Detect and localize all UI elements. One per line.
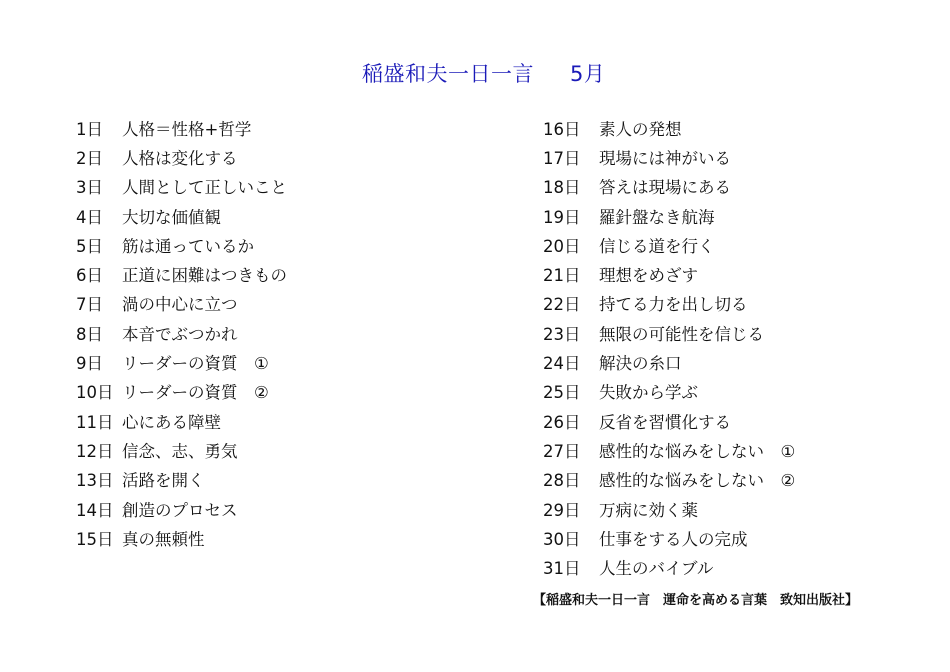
day-label: 6日: [76, 266, 103, 286]
day-label: 13日: [76, 471, 114, 491]
list-item: [76, 347, 287, 376]
page-title: [362, 58, 605, 88]
phrase-text: 人生のバイブル: [599, 559, 714, 579]
phrase-text: リーダーの資質 ②: [122, 383, 269, 403]
phrase-text: 反省を習慣化する: [599, 412, 731, 432]
day-label: 10日: [76, 383, 114, 403]
phrase-text: 感性的な悩みをしない ①: [599, 441, 796, 461]
phrase-text: 人格は変化する: [122, 148, 238, 168]
list-item: [76, 523, 287, 552]
day-label: 9日: [76, 354, 103, 374]
list-item: [543, 259, 795, 288]
phrase-text: 本音でぶつかれ: [122, 324, 238, 344]
list-item: [76, 377, 287, 406]
day-label: 22日: [543, 295, 581, 315]
day-label: 15日: [76, 529, 114, 549]
day-label: 14日: [76, 500, 114, 520]
day-label: 18日: [543, 178, 581, 198]
list-item: [76, 230, 287, 259]
day-label: 26日: [543, 412, 581, 432]
day-label: 2日: [76, 148, 103, 168]
list-item: [543, 377, 795, 406]
list-item: [543, 201, 795, 230]
phrase-text: 理想をめざす: [599, 266, 698, 286]
phrase-text: 無限の可能性を信じる: [599, 324, 764, 344]
list-item: [76, 201, 287, 230]
day-label: 17日: [543, 148, 581, 168]
list-item: [543, 406, 795, 435]
phrase-text: 心にある障壁: [122, 412, 221, 432]
phrase-text: 素人の発想: [599, 119, 682, 139]
day-label: 1日: [76, 119, 103, 139]
day-label: 30日: [543, 529, 581, 549]
list-item: [76, 289, 287, 318]
list-item: [543, 552, 795, 581]
list-item: [543, 289, 795, 318]
list-item: [543, 465, 795, 494]
day-label: 12日: [76, 441, 114, 461]
list-item: [76, 406, 287, 435]
list-item: [76, 318, 287, 347]
day-label: 3日: [76, 178, 103, 198]
list-item: [543, 318, 795, 347]
list-item: [76, 142, 287, 171]
day-label: 24日: [543, 354, 581, 374]
phrase-text: 羅針盤なき航海: [599, 207, 715, 227]
day-label: 19日: [543, 207, 581, 227]
title-month: 5月: [570, 62, 606, 86]
phrase-text: 万病に効く薬: [599, 500, 698, 520]
day-label: 31日: [543, 559, 581, 579]
list-item: [543, 347, 795, 376]
list-item: [76, 113, 287, 142]
phrase-text: 真の無頼性: [122, 529, 205, 549]
source-citation: 【稲盛和夫一日一言 運命を高める言葉 致知出版社】: [533, 593, 859, 608]
phrase-text: 正道に困難はつきもの: [122, 266, 287, 286]
day-label: 21日: [543, 266, 581, 286]
day-label: 27日: [543, 441, 581, 461]
phrase-text: 渦の中心に立つ: [122, 295, 238, 315]
right-column: [543, 113, 795, 582]
day-label: 4日: [76, 207, 103, 227]
day-label: 8日: [76, 324, 103, 344]
phrase-text: 創造のプロセス: [122, 500, 238, 520]
day-label: 5日: [76, 236, 103, 256]
list-item: [76, 435, 287, 464]
phrase-text: 信念、志、勇気: [122, 441, 238, 461]
phrase-text: 感性的な悩みをしない ②: [599, 471, 796, 491]
phrase-text: 解決の糸口: [599, 354, 682, 374]
phrase-text: 人格＝性格+哲学: [122, 119, 252, 139]
day-label: 7日: [76, 295, 103, 315]
list-item: [76, 494, 287, 523]
day-label: 25日: [543, 383, 581, 403]
list-item: [76, 259, 287, 288]
phrase-text: 信じる道を行く: [599, 236, 715, 256]
day-label: 23日: [543, 324, 581, 344]
day-label: 20日: [543, 236, 581, 256]
phrase-text: 失敗から学ぶ: [599, 383, 698, 403]
phrase-text: 仕事をする人の完成: [599, 529, 748, 549]
phrase-text: 持てる力を出し切る: [599, 295, 748, 315]
day-label: 28日: [543, 471, 581, 491]
list-item: [543, 172, 795, 201]
list-item: [76, 465, 287, 494]
phrase-text: 活路を開く: [122, 471, 205, 491]
phrase-text: 大切な価値観: [122, 207, 221, 227]
list-item: [543, 230, 795, 259]
phrase-text: 答えは現場にある: [599, 178, 731, 198]
day-label: 16日: [543, 119, 581, 139]
day-label: 11日: [76, 412, 114, 432]
phrase-text: リーダーの資質 ①: [122, 354, 269, 374]
list-item: [543, 113, 795, 142]
day-label: 29日: [543, 500, 581, 520]
list-item: [76, 172, 287, 201]
list-item: [543, 494, 795, 523]
left-column: [76, 113, 287, 552]
list-item: [543, 523, 795, 552]
list-item: [543, 435, 795, 464]
phrase-text: 現場には神がいる: [599, 148, 731, 168]
title-text: 稲盛和夫一日一言: [362, 62, 534, 86]
phrase-text: 人間として正しいこと: [122, 178, 287, 198]
list-item: [543, 142, 795, 171]
phrase-text: 筋は通っているか: [122, 236, 254, 256]
